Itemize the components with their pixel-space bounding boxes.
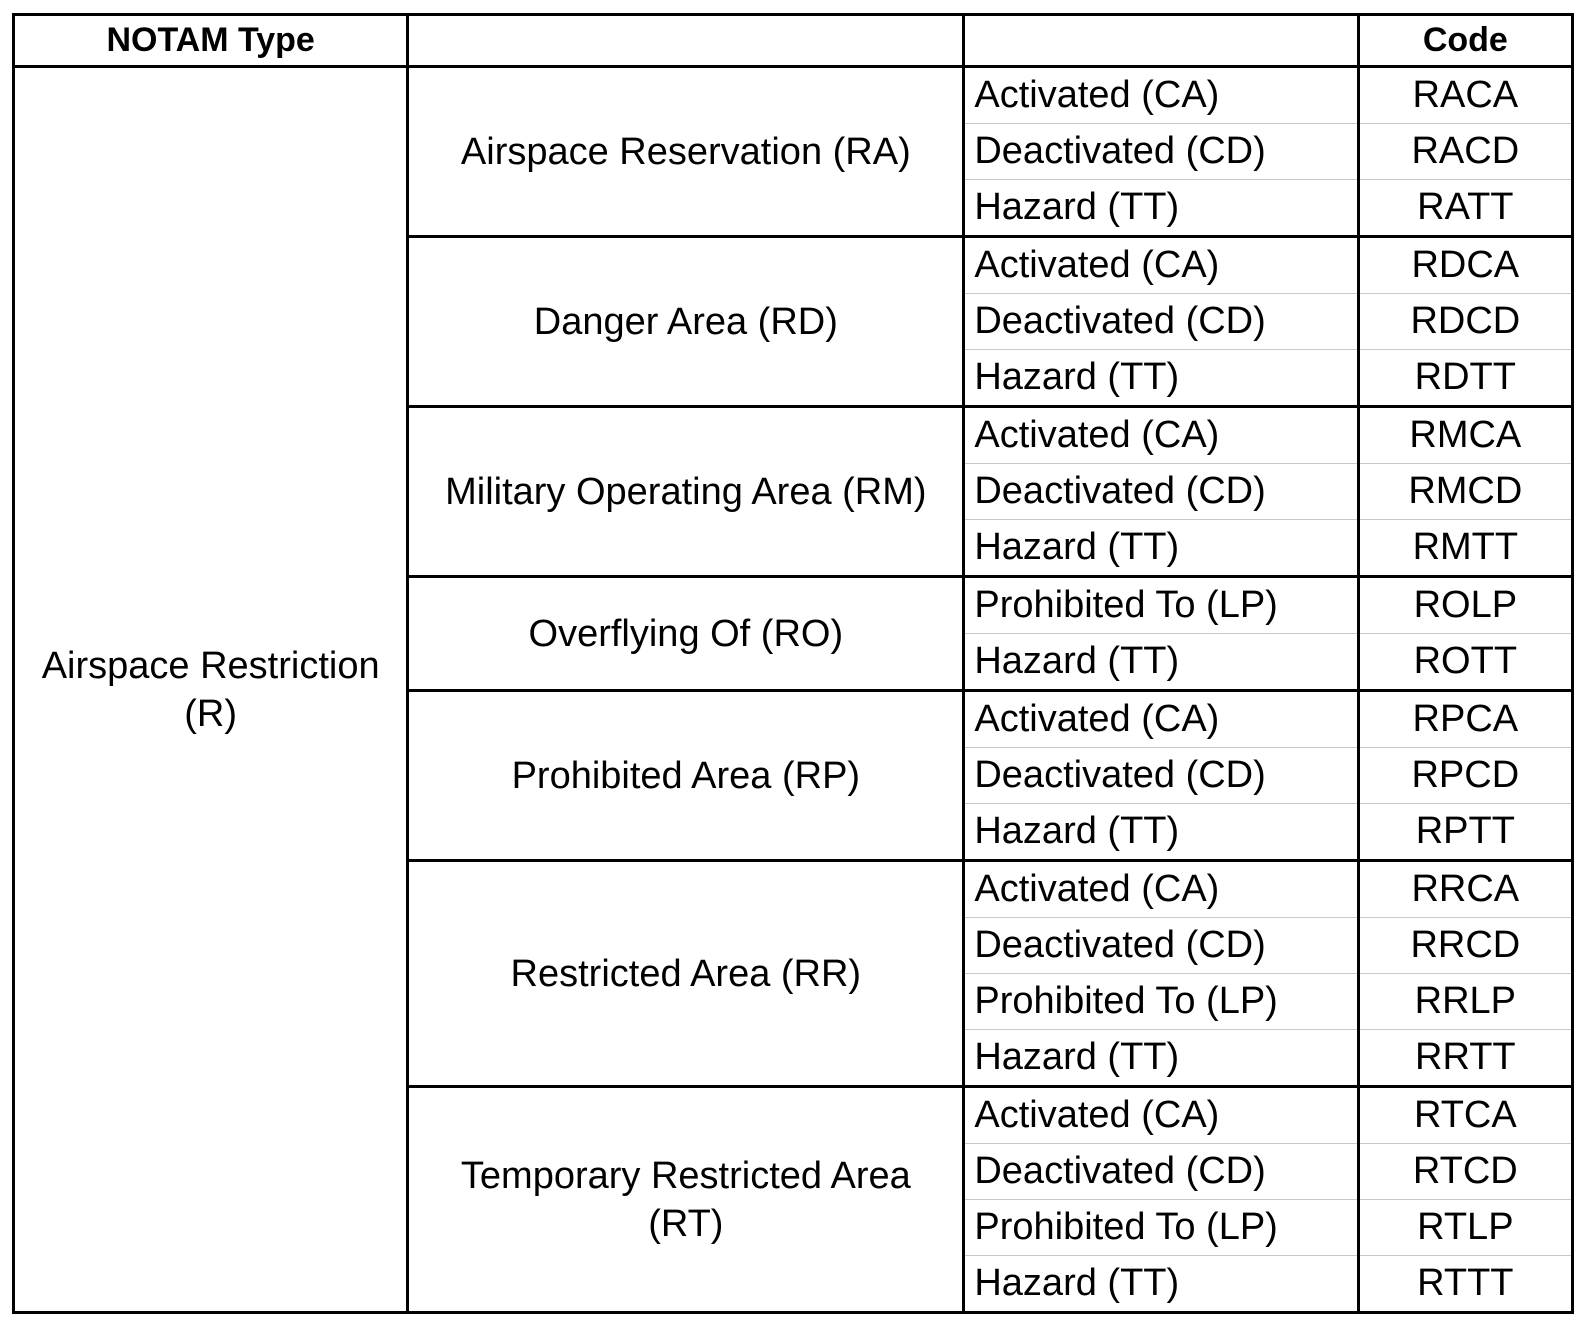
status-cell: Hazard (TT) [964,1030,1358,1087]
header-subject [408,15,964,67]
code-cell: RATT [1358,180,1572,237]
subject-cell: Prohibited Area (RP) [408,691,964,861]
code-cell: RRTT [1358,1030,1572,1087]
subject-cell: Danger Area (RD) [408,237,964,407]
code-cell: RMCD [1358,464,1572,520]
code-cell: RPCD [1358,748,1572,804]
status-cell: Deactivated (CD) [964,918,1358,974]
code-cell: RRCA [1358,861,1572,918]
status-cell: Activated (CA) [964,67,1358,124]
status-cell: Hazard (TT) [964,1256,1358,1313]
code-cell: RRCD [1358,918,1572,974]
status-cell: Activated (CA) [964,1087,1358,1144]
subject-cell: Military Operating Area (RM) [408,407,964,577]
code-cell: RTLP [1358,1200,1572,1256]
status-cell: Deactivated (CD) [964,464,1358,520]
status-cell: Deactivated (CD) [964,1144,1358,1200]
code-cell: RPCA [1358,691,1572,748]
header-row [14,15,1573,67]
code-cell: RMTT [1358,520,1572,577]
status-cell: Deactivated (CD) [964,748,1358,804]
notam-type-label: Airspace Restriction [41,644,380,687]
status-cell: Hazard (TT) [964,804,1358,861]
header-code: Code [1358,15,1572,67]
table-row [14,67,1573,124]
table-header [14,15,1573,67]
status-cell: Prohibited To (LP) [964,974,1358,1030]
code-cell: RACD [1358,124,1572,180]
status-cell: Prohibited To (LP) [964,577,1358,634]
subject-cell: Restricted Area (RR) [408,861,964,1087]
status-cell: Activated (CA) [964,407,1358,464]
code-cell: RDTT [1358,350,1572,407]
code-cell: RPTT [1358,804,1572,861]
code-cell: RTCA [1358,1087,1572,1144]
subject-cell: Overflying Of (RO) [408,577,964,691]
status-cell: Deactivated (CD) [964,124,1358,180]
code-cell: RMCA [1358,407,1572,464]
notam-type-abbr: (R) [184,692,238,735]
notam-type-cell [14,67,408,1313]
code-cell: ROTT [1358,634,1572,691]
code-cell: RTCD [1358,1144,1572,1200]
status-cell: Hazard (TT) [964,350,1358,407]
notam-code-table [12,13,1574,1314]
header-status [964,15,1358,67]
status-cell: Prohibited To (LP) [964,1200,1358,1256]
status-cell: Deactivated (CD) [964,294,1358,350]
subject-cell: Temporary Restricted Area (RT) [408,1087,964,1313]
header-notam-type: NOTAM Type [14,15,408,67]
status-cell: Activated (CA) [964,691,1358,748]
code-cell: RDCA [1358,237,1572,294]
code-cell: RTTT [1358,1256,1572,1313]
status-cell: Hazard (TT) [964,520,1358,577]
code-cell: RRLP [1358,974,1572,1030]
code-cell: RDCD [1358,294,1572,350]
subject-cell: Airspace Reservation (RA) [408,67,964,237]
code-cell: RACA [1358,67,1572,124]
status-cell: Activated (CA) [964,237,1358,294]
status-cell: Hazard (TT) [964,634,1358,691]
code-cell: ROLP [1358,577,1572,634]
status-cell: Activated (CA) [964,861,1358,918]
table-body [14,67,1573,1313]
status-cell: Hazard (TT) [964,180,1358,237]
